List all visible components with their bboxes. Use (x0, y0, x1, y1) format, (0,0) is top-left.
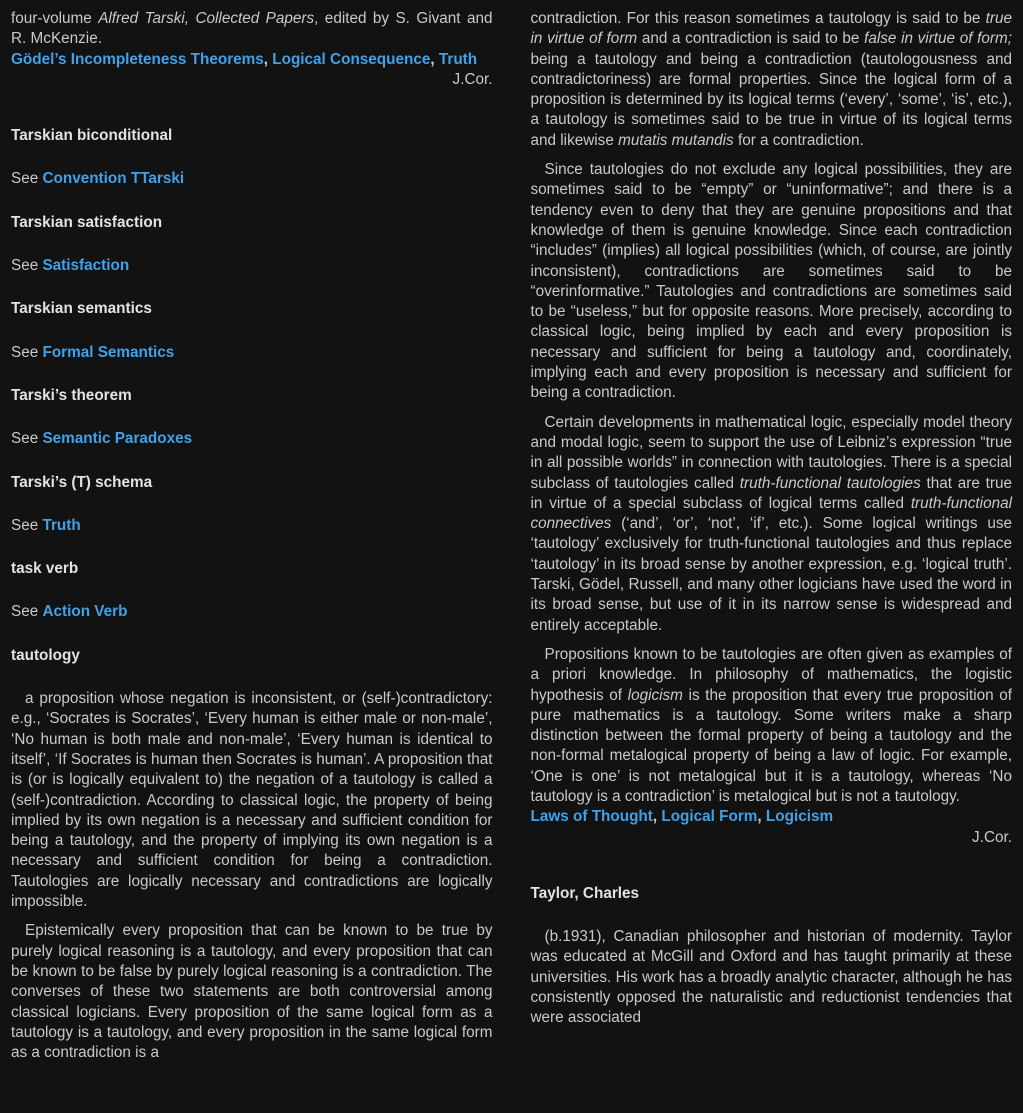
text-run: a proposition whose negation is inconsistent, or (self-)contradictory: e.g., ‘Socrates is Socrates’, ‘Every human is either male or non-male’, ‘No human is both male and non-male’, ‘Every human is identical to itself’, ‘If Socrates is human then Socrates is human’. A proposition that is (or is logically equivalent to) the negation of a tautology is called a (self-)contradiction. According to classical logic, the property of being implied by its own negation is a necessary and sufficient condition for being a tautology, and the property of implying its own negation is a necessary and sufficient condition for being a contradiction. Tautologies are logically necessary and contradictions are logically impossible. (11, 690, 493, 911)
text-run: and a contradiction is said to be (637, 30, 865, 48)
entry-paragraph (11, 689, 493, 912)
cross-reference-link[interactable]: Logical Form (661, 808, 758, 826)
entry-heading: Tarski’s theorem (11, 386, 132, 404)
entry-heading: tautology (11, 646, 80, 664)
entry-paragraph (531, 413, 1013, 636)
entry-heading: Tarskian satisfaction (11, 213, 163, 231)
cross-reference-link[interactable]: Truth (42, 516, 81, 534)
left-column (11, 9, 493, 1113)
text-run: Since tautologies do not exclude any logical possibilities, they are sometimes said to be “empty” or “uninformative”; and there is a tendency even to deny that they are genuine propositions and that knowledge of them is genuine knowledge. Since each contradiction “includes” (implies) all logical possibilities (which, of course, are jointly inconsistent), contradictions are sometimes said to be “overinformative.” Tautologies and contradictions are sometimes said to be “useless,” but for opposite reasons. More precisely, according to classical logic, being implied by each and every proposition is necessary and sufficient for being a tautology and, coordinately, implying each and every proposition is necessary and sufficient for being a contradiction. (530, 161, 1012, 402)
italic-text: Alfred Tarski, Collected Papers (98, 10, 315, 27)
see-prefix: See (11, 170, 43, 188)
entry-heading: Tarskian biconditional (11, 127, 173, 145)
text-run: Propositions known to be tautologies are often given as examples of a priori knowledge. In philosophy of mathematics, the logistic hypothesis of (530, 645, 1012, 704)
separator: , (757, 808, 766, 826)
cross-references (531, 807, 1013, 827)
see-reference (11, 169, 493, 189)
author-initials: J.Cor. (452, 70, 493, 88)
separator: , (263, 50, 273, 68)
text-run: for a contradiction. (733, 131, 864, 149)
entry-paragraph (531, 160, 1013, 404)
see-reference (11, 256, 493, 276)
text-run: (‘and’, ‘or’, ‘not’, ‘if’, etc.). Some logical writings use ‘tautology’ exclusively for truth-functional tautologies and thus replace ‘tautology’ in its broad sense by another expression, e.g. ‘logical truth’. Tarski, Gödel, Russell, and many other logicians have used the word in its broad sense, but use of it in its narrow sense is widespread and entirely acceptable. (530, 515, 1012, 634)
text-run: contradiction. For this reason sometimes a tautology is said to be (530, 10, 986, 27)
italic-text: truth-functional tautologies (739, 474, 921, 492)
italic-text: logicism (627, 686, 683, 704)
see-prefix: See (11, 257, 43, 275)
text-run: being a tautology and being a contradiction (tautologousness and contradictoriness) are formal properties. Since the logical form of a proposition is determined by its logical terms (‘every’, ‘some’, ‘is’, etc.), a tautology is sometimes said to be true in virtue of its logical terms and likewise (530, 50, 1012, 149)
cross-reference-link[interactable]: Gödel’s Incompleteness Theorems (11, 50, 264, 68)
italic-text: false in virtue of form; (864, 30, 1012, 48)
separator: , (430, 50, 439, 68)
entry-heading: Taylor, Charles (530, 884, 640, 902)
separator: , (652, 808, 662, 826)
entry-paragraph (11, 9, 493, 50)
see-reference (11, 516, 493, 536)
see-prefix: See (11, 430, 43, 448)
italic-text: true in virtue of form (530, 10, 1012, 48)
cross-reference-link[interactable]: Truth (438, 50, 478, 68)
entry-heading: Tarskian semantics (11, 300, 152, 318)
italic-text: mutatis mutandis (618, 131, 734, 149)
cross-reference-link[interactable]: Action Verb (42, 603, 128, 621)
cross-reference-link[interactable]: Semantic Paradoxes (42, 430, 193, 448)
entry-heading: Tarski’s (T) schema (11, 473, 153, 491)
see-reference (11, 343, 493, 363)
see-reference (11, 602, 493, 622)
entry-heading: task verb (11, 560, 79, 578)
cross-reference-link[interactable]: Convention TTarski (42, 170, 185, 188)
text-run: four-volume (11, 10, 99, 27)
italic-text: truth-functional connectives (530, 494, 1012, 533)
cross-reference-link[interactable]: Formal Semantics (42, 343, 175, 361)
see-prefix: See (11, 516, 43, 534)
see-reference (11, 429, 493, 449)
see-prefix: See (11, 603, 43, 621)
text-run: Certain developments in mathematical logic, especially model theory and modal logic, seem to support the use of Leibniz’s expression “true in all possible worlds” in connection with tautologies. There is a special subclass of tautologies called (530, 413, 1012, 492)
entry-paragraph (531, 645, 1013, 807)
author-initials: J.Cor. (972, 828, 1012, 846)
cross-reference-link[interactable]: Satisfaction (42, 257, 130, 275)
cross-references (11, 50, 493, 70)
text-run: is the proposition that every true proposition of pure mathematics is a tautology. Some writers make a sharp distinction between the formal property of being a tautology and the non-formal metalogical property of being a law of logic. For example, ‘One is one’ is not metalogical but it is a tautology, whereas ‘No tautology is a contradiction’ is metalogical but is not a tautology. (530, 686, 1013, 805)
entry-paragraph (11, 921, 493, 1063)
text-run: (b.1931), Canadian philosopher and historian of modernity. Taylor was educated at McGill and Oxford and has taught primarily at these universities. His work has a broadly analytic character, although he has consistently opposed the naturalistic and reductionist tendencies that were associated (530, 928, 1012, 1027)
right-column (531, 9, 1013, 1113)
cross-reference-link[interactable]: Logical Consequence (272, 50, 431, 68)
cross-reference-link[interactable]: Logicism (765, 808, 834, 826)
entry-paragraph (531, 9, 1013, 151)
entry-paragraph (531, 927, 1013, 1028)
text-run: Epistemically every proposition that can be known to be true by purely logical reasoning is a tautology, and every proposition that can be known to be false by purely logical reasoning is a contradiction. The converses of these two statements are both controversial among classical logicians. Every proposition of the same logical form as a tautology is a tautology, and every proposition in the same logical form as a contradiction is a (11, 922, 493, 1062)
text-run: that are true in virtue of a special subclass of logical terms called (530, 474, 1012, 512)
cross-reference-link[interactable]: Laws of Thought (530, 808, 653, 826)
see-prefix: See (11, 343, 43, 361)
text-run: , edited by S. Givant and R. McKenzie. (11, 10, 493, 48)
